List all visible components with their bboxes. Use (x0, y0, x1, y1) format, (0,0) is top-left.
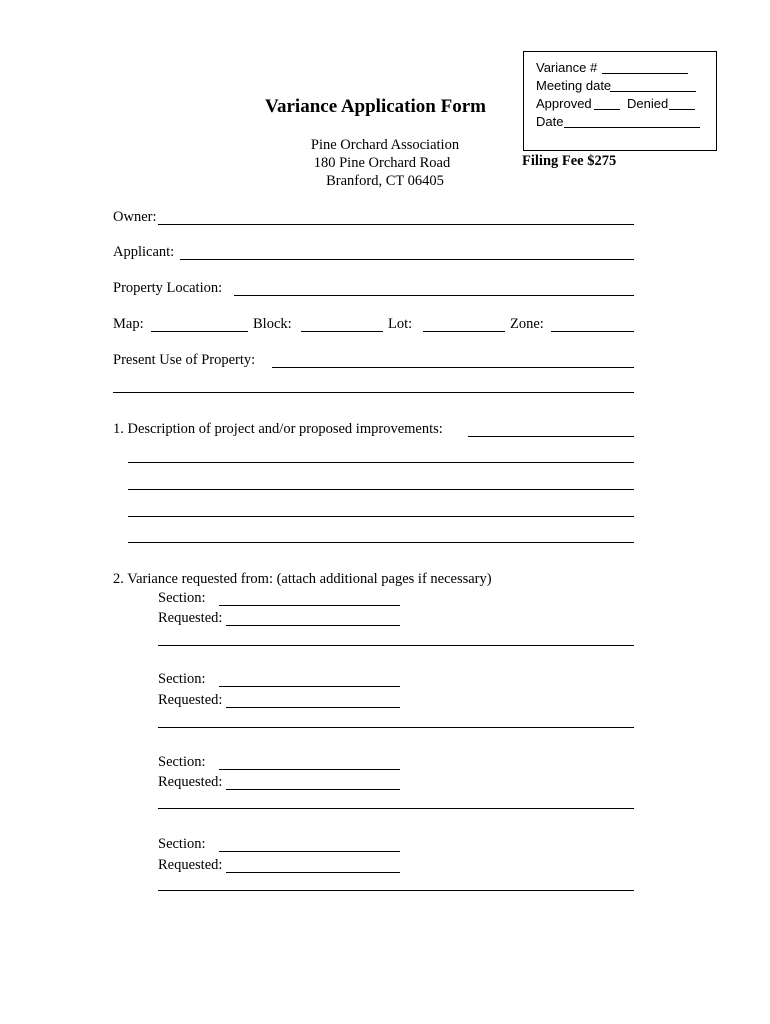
denied-field[interactable] (669, 109, 695, 110)
requested-label: Requested: (158, 692, 223, 708)
section-field[interactable] (219, 686, 400, 687)
present-use-field[interactable] (272, 367, 634, 368)
present-use-field-line-2[interactable] (113, 392, 634, 393)
organization-street: 180 Pine Orchard Road (313, 155, 451, 171)
meeting-date-label: Meeting date (536, 78, 612, 93)
property-location-field[interactable] (234, 295, 634, 296)
section-field[interactable] (219, 605, 400, 606)
requested-field[interactable] (226, 789, 400, 790)
requested-line[interactable] (158, 727, 634, 728)
requested-line[interactable] (158, 890, 634, 891)
section-label: Section: (158, 836, 206, 852)
approved-field[interactable] (594, 109, 620, 110)
organization-address (300, 136, 470, 190)
section-field[interactable] (219, 769, 400, 770)
map-field[interactable] (151, 331, 248, 332)
requested-line[interactable] (158, 808, 634, 809)
office-use-box (523, 51, 717, 151)
description-line-3[interactable] (128, 489, 634, 490)
lot-field[interactable] (423, 331, 505, 332)
denied-label: Denied (627, 96, 669, 111)
section-label: Section: (158, 590, 206, 606)
filing-fee: Filing Fee $275 (522, 153, 617, 169)
block-label: Block: (253, 316, 292, 332)
applicant-label: Applicant: (113, 244, 175, 260)
requested-field[interactable] (226, 625, 400, 626)
lot-label: Lot: (388, 316, 413, 332)
requested-field[interactable] (226, 872, 400, 873)
map-label: Map: (113, 316, 144, 332)
approved-label: Approved (536, 96, 592, 111)
section-label: Section: (158, 754, 206, 770)
property-location-label: Property Location: (113, 280, 223, 296)
variance-number-field[interactable] (602, 73, 688, 74)
zone-field[interactable] (551, 331, 634, 332)
requested-label: Requested: (158, 774, 223, 790)
description-line-4[interactable] (128, 516, 634, 517)
description-label: 1. Description of project and/or proposed improvements: (113, 421, 443, 437)
description-line-2[interactable] (128, 462, 634, 463)
zone-label: Zone: (510, 316, 544, 332)
variance-number-label: Variance # (536, 60, 598, 75)
owner-label: Owner: (113, 209, 157, 225)
organization-city: Branford, CT 06405 (326, 173, 444, 189)
decision-date-label: Date (536, 114, 564, 129)
organization-name: Pine Orchard Association (310, 137, 460, 153)
requested-field[interactable] (226, 707, 400, 708)
meeting-date-field[interactable] (610, 91, 696, 92)
applicant-field[interactable] (180, 259, 634, 260)
requested-label: Requested: (158, 610, 223, 626)
decision-date-field[interactable] (564, 127, 700, 128)
present-use-label: Present Use of Property: (113, 352, 256, 368)
form-title: Variance Application Form (265, 96, 486, 117)
section-label: Section: (158, 671, 206, 687)
block-field[interactable] (301, 331, 383, 332)
description-line-5[interactable] (128, 542, 634, 543)
requested-label: Requested: (158, 857, 223, 873)
variance-requested-label: 2. Variance requested from: (attach additional pages if necessary) (113, 571, 492, 587)
owner-field[interactable] (158, 224, 634, 225)
section-field[interactable] (219, 851, 400, 852)
requested-line[interactable] (158, 645, 634, 646)
description-field[interactable] (468, 436, 634, 437)
